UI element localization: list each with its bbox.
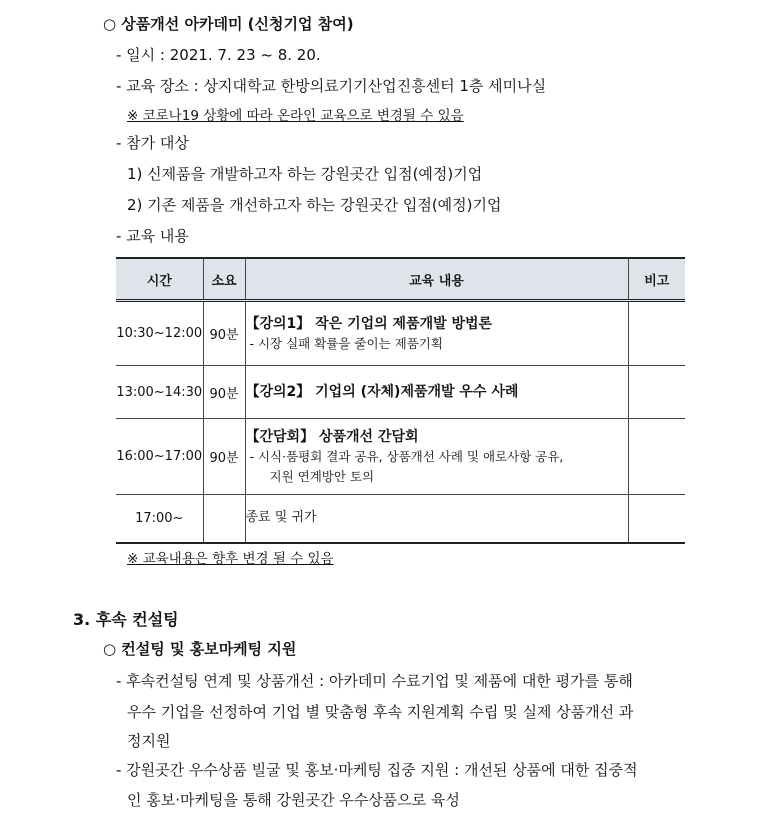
row-duration: 90분 [203, 301, 245, 366]
academy-date: - 일시 : 2021. 7. 23 ~ 8. 20. [116, 46, 321, 64]
row-time: 13:00~14:30 [116, 366, 203, 419]
consulting-item-1-line-3: 정지원 [127, 732, 171, 750]
consulting-item-2-line-2: 인 홍보·마케팅을 통해 강원곳간 우수상품으로 육성 [127, 791, 460, 809]
section-title: 3. 후속 컨설팅 [73, 610, 179, 629]
table-row [116, 419, 685, 495]
row-duration: 90분 [203, 419, 245, 495]
target-item-1: 1) 신제품을 개발하고자 하는 강원곳간 입점(예정)기업 [127, 165, 483, 183]
table-header-row [116, 258, 685, 301]
row-note [628, 366, 685, 419]
row-duration [203, 495, 245, 543]
header-note: 비고 [628, 258, 685, 301]
header-duration: 소요 [203, 258, 245, 301]
target-label: - 참가 대상 [116, 134, 189, 152]
target-item-2: 2) 기존 제품을 개선하고자 하는 강원곳간 입점(예정)기업 [127, 196, 502, 214]
row-content [245, 366, 628, 419]
lecture-title: 종료 및 귀가 [245, 510, 317, 526]
row-note [628, 301, 685, 366]
consulting-item-1-line-2: 우수 기업을 선정하여 기업 별 맞춤형 후속 지원계획 수립 및 실제 상품개선 과 [127, 703, 634, 721]
header-time: 시간 [116, 258, 203, 301]
consulting-heading: ○ 컨설팅 및 홍보마케팅 지원 [103, 640, 297, 658]
row-note [628, 419, 685, 495]
row-content [245, 419, 628, 495]
row-note [628, 495, 685, 543]
row-time: 16:00~17:00 [116, 419, 203, 495]
row-time: 17:00~ [116, 495, 203, 543]
schedule-table [116, 257, 685, 544]
consulting-item-1-line-1: - 후속컨설팅 연계 및 상품개선 : 아카데미 수료기업 및 제품에 대한 평가를 통해 [116, 672, 633, 690]
consulting-item-2-line-1: - 강원곳간 우수상품 빌굴 및 홍보·마케팅 집중 지원 : 개선된 상품에 대한 집중적 [116, 761, 638, 779]
lecture-title: 【강의2】 기업의 (자체)제품개발 우수 사례 [245, 384, 519, 400]
table-row [116, 301, 685, 366]
table-row [116, 366, 685, 419]
table-footnote: ※ 교육내용은 향후 변경 될 수 있음 [127, 551, 334, 567]
row-content [245, 495, 628, 543]
row-content [245, 301, 628, 366]
lecture-title: 【강의1】 작은 기업의 제품개발 방법론 [245, 315, 493, 332]
online-note: ※ 코로나19 상황에 따라 온라인 교육으로 변경될 수 있음 [127, 108, 464, 124]
header-content: 교육 내용 [245, 258, 628, 301]
row-duration: 90분 [203, 366, 245, 419]
row-time: 10:30~12:00 [116, 301, 203, 366]
lecture-title: 【간담회】 상품개선 간담회 [245, 428, 419, 445]
academy-venue: - 교육 장소 : 상지대학교 한방의료기기산업진흥센터 1층 세미나실 [116, 77, 547, 95]
table-row [116, 495, 685, 543]
lecture-detail: - 시장 실패 확률을 줄이는 제품기획 [249, 335, 443, 351]
lecture-detail: - 시식·품평회 결과 공유, 상품개선 사례 및 애로사항 공유, [249, 448, 564, 464]
academy-heading: ○ 상품개선 아카데미 (신청기업 참여) [103, 15, 354, 33]
content-label: - 교육 내용 [116, 227, 189, 245]
lecture-detail-cont: 지원 연계방안 토의 [269, 468, 375, 484]
